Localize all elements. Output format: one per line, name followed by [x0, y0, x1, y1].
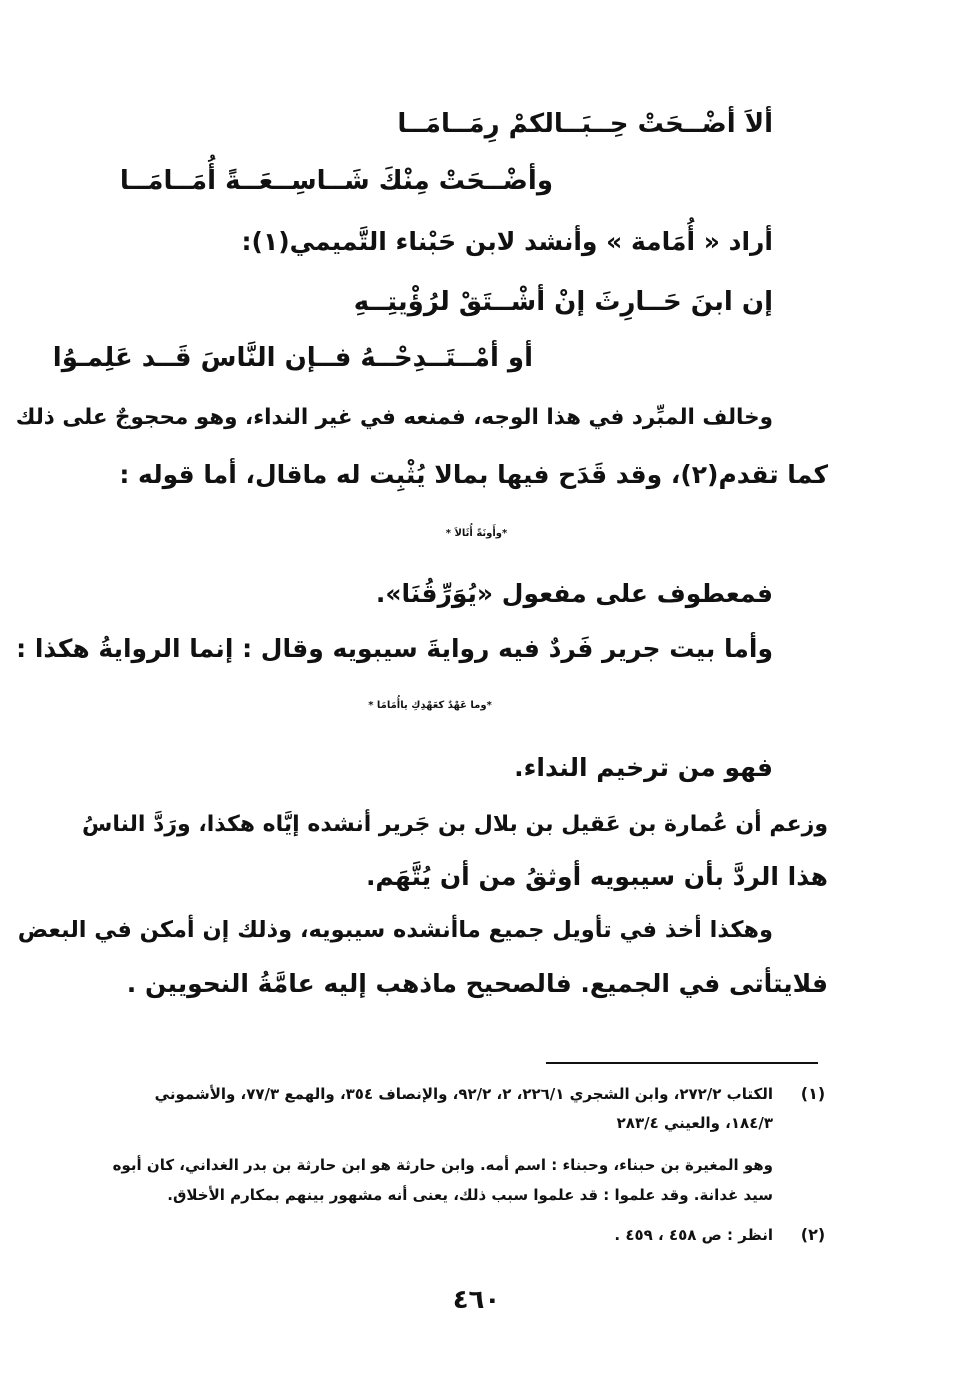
footnote-1-line-4: سيد غدانة. وقد علموا : قد علموا سبب ذلك، يعنى أنه مشهور بينهم بمكارم الأخلاق.: [167, 1186, 773, 1204]
footnote-divider: [546, 1062, 818, 1064]
body-line-15: وهكذا أخذ في تأويل جميع ماأنشده سيبويه، وذلك إن أمكن في البعض: [17, 917, 773, 943]
body-line-9: فمعطوف على مفعول «يُوَرِّقُنَا».: [375, 579, 773, 608]
footnote-1-line-2: ١٨٤/٣، والعيني ٢٨٣/٤: [616, 1114, 773, 1132]
verse-line-2: وأضْــحَتْ مِنْكَ شَــاسِــعَــةً أُمَــامَــا: [119, 166, 553, 196]
body-line-12: فهو من ترخيم النداء.: [514, 753, 773, 782]
verse-line-4: إن ابنَ حَــارِثَ إنْ أشْــتَقْ لرُؤْيتِــهِ: [353, 287, 773, 317]
body-line-7: كما تقدم(٢)، وقد قَدَح فيها بمالا يُثْبِت له ماقال، أما قوله :: [119, 460, 828, 489]
body-line-16: فلايتأتى في الجميع. فالصحيح ماذهب إليه عامَّةُ النحويين .: [126, 969, 828, 998]
footnote-2-marker: (٢): [800, 1225, 826, 1244]
verse-line-5: أو أمْــتَــدِحْــهُ فــإن النَّاسَ قَــد عَلِمـوُا: [52, 343, 533, 373]
body-line-3: أراد « أُمَامة » وأنشد لابن حَبْناء التَّميمي(١):: [241, 227, 773, 256]
body-line-14: هذا الردَّ بأن سيبويه أوثقُ من أن يُتَّهَم.: [365, 862, 828, 891]
verse-line-1: ألاَ أضْــحَتْ حِــبَــالكمْ رِمَــامَــا: [397, 109, 773, 139]
page-number: ٤٦٠: [452, 1285, 501, 1315]
body-line-13: وزعم أن عُمارة بن عَقيل بن بلال بن جَرير أنشده إيَّاه هكذا، ورَدَّ الناسُ: [81, 812, 828, 837]
verse-fragment-1: *وأَونَةً أُثَالاَ *: [445, 528, 508, 539]
footnote-1-marker: (١): [800, 1084, 826, 1103]
footnote-1-line-1: الكتاب ٢٧٢/٢، وابن الشجري ٢٢٦/١، ٢، ٩٢/٢، والإنصاف ٣٥٤، والهمع ٧٧/٣، والأشموني: [154, 1085, 773, 1103]
footnote-2-line-1: انظر : ص ٤٥٨ ، ٤٥٩ .: [614, 1226, 773, 1244]
body-line-10: وأما بيت جرير فَردٌ فيه روايةَ سيبويه وقال : إنما الروايةُ هكذا :: [16, 634, 773, 663]
verse-fragment-2: *وما عَهْدٌ كعَهْدِكِ ياأُمَامَا *: [368, 700, 492, 711]
body-line-6: وخالف المبِّرد في هذا الوجه، فمنعه في غير النداء، وهو محجوجٌ على ذلك: [15, 405, 773, 430]
footnote-1-line-3: وهو المغيرة بن حبناء، وحبناء : اسم أمه. وابن حارثة هو ابن حارثة بن بدر الغداني، كان أبوه: [112, 1156, 773, 1174]
